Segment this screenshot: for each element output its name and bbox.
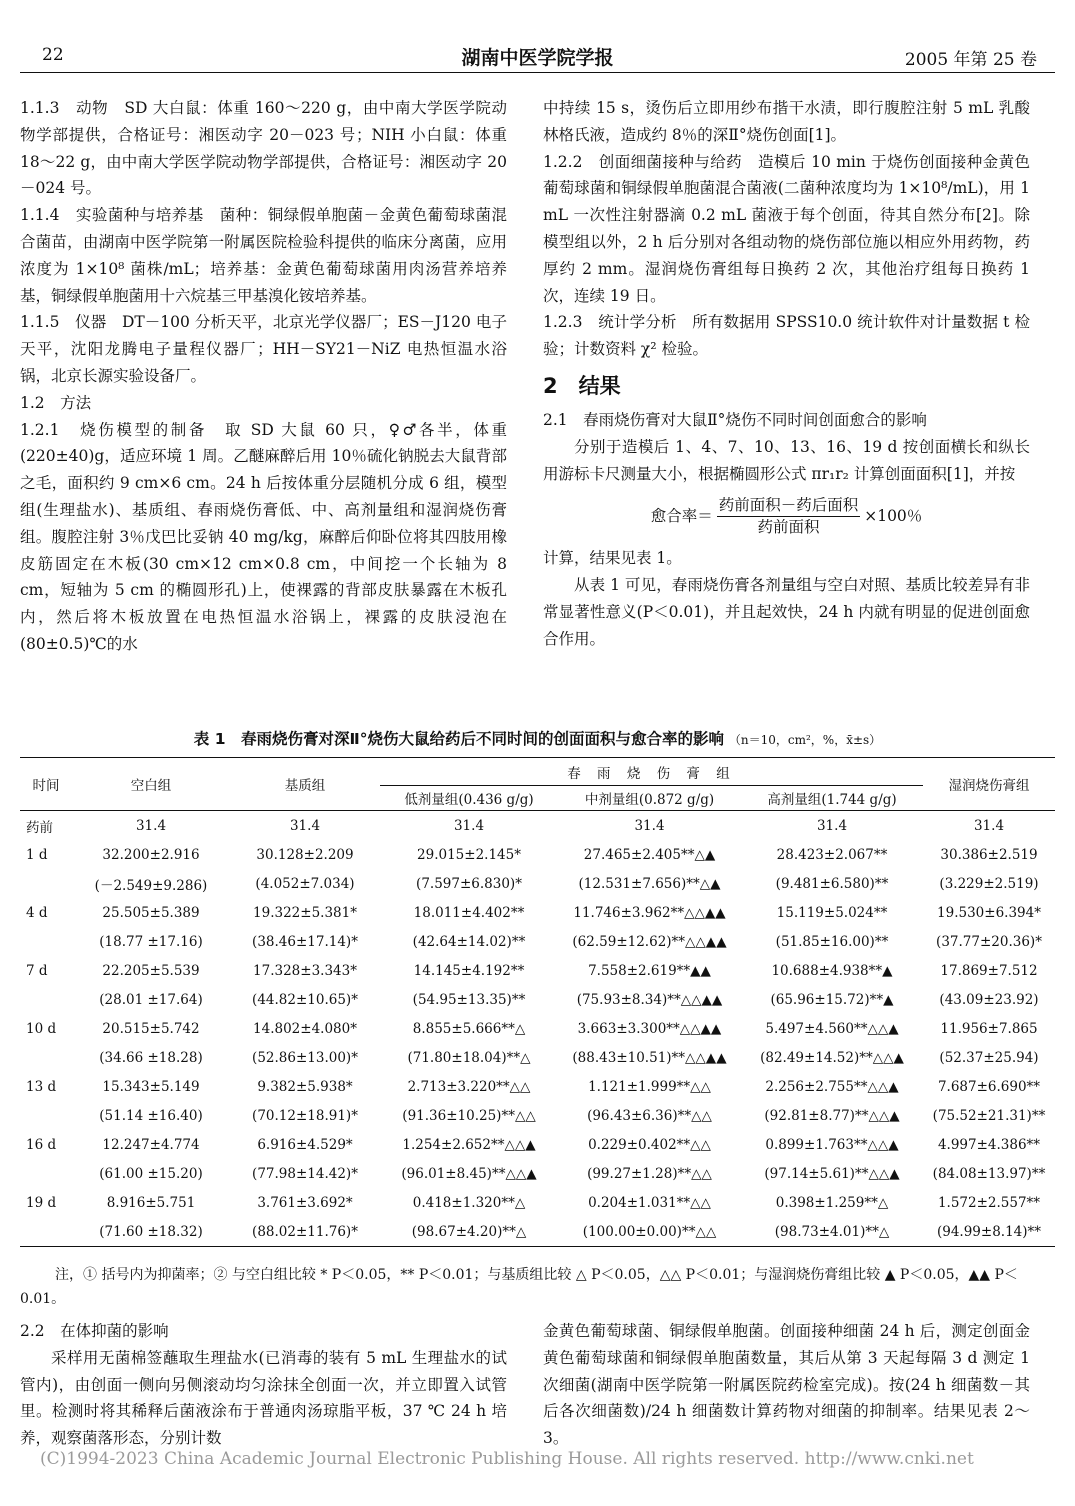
table-cell: (51.85±16.00)** (775, 933, 889, 950)
row-time-cell (20, 1159, 72, 1188)
table-cell: 19.530±6.394* (937, 904, 1041, 921)
row-time-cell (20, 1101, 72, 1130)
row-time-cell: 4 d (26, 904, 48, 921)
table-cell: 0.418±1.320**△ (412, 1194, 526, 1211)
table-cell: 3.663±3.300**△△▲▲ (577, 1020, 722, 1037)
table-cell: 1.254±2.652**△△▲ (402, 1136, 536, 1153)
table-row (20, 1101, 1055, 1130)
para-inoculation: 1.2.2 创面细菌接种与给药 造模后 10 min 于烧伤创面接种金黄色葡萄球菌和铜绿假单胞菌混合菌液(二菌种浓度均为 1×10⁸/mL)，用 1 mL 一次性注射器滴 0.2 mL 菌液于每个创面，待其自然分布[2]。除模型组以外，2 h 后分别对各组动物的烧伤部位施以相应外用药物，药厚约 2 mm。湿润烧伤膏组每日换药 2 次，其他治疗组每日换药 1 次，连续 19 日。 (543, 152, 1030, 305)
table-row (20, 985, 1055, 1014)
table-cell: 14.145±4.192** (413, 962, 525, 979)
para-calc: 计算，结果见表 1。 (543, 549, 682, 568)
table-cell: 8.855±5.666**△ (412, 1020, 526, 1037)
table-cell: (88.02±11.76)* (230, 1217, 380, 1247)
table-cell: 11.956±7.865 (940, 1020, 1038, 1037)
col-header-blank: 空白组 (130, 778, 172, 794)
table-cell: (42.64±14.02)** (412, 933, 526, 950)
table-cell: 31.4 (634, 817, 665, 834)
table-cell: (71.80±18.04)**△ (407, 1049, 531, 1066)
subheading-2-2: 2.2 在体抑菌的影响 (20, 1322, 169, 1340)
table-row (20, 1014, 1055, 1043)
page-header (20, 41, 1055, 69)
table-cell: (100.00±0.00)**△△ (558, 1217, 741, 1247)
right-column (543, 95, 1030, 653)
col-header-low: 低剂量组(0.436 g/g) (404, 792, 534, 808)
table-cell: 6.916±4.529* (257, 1136, 353, 1153)
table-cell: (97.14±5.61)**△△▲ (764, 1165, 900, 1182)
para-bacteria-count: 金黄色葡萄球菌、铜绿假单胞菌。创面接种细菌 24 h 后，测定创面金黄色葡萄球菌和铜绿假单胞菌数量，其后从第 3 天起每隔 3 d 测定 1 次细菌(湖南中医学院第一附属医院药检室完成)。按(24 h 细菌数－其后各次细菌数)/24 h 细菌数计算药物对细菌的抑制率。结果见表 2～3。 (543, 1322, 1030, 1448)
row-time-cell: 1 d (26, 846, 48, 863)
table-cell: (92.81±8.77)**△△▲ (764, 1107, 900, 1124)
row-time-cell: 7 d (26, 962, 48, 979)
table-cell: (52.86±13.00)* (252, 1049, 358, 1066)
page-number: 22 (42, 45, 64, 65)
table-cell: 11.746±3.962**△△▲▲ (573, 904, 726, 921)
table-cell: (98.67±4.20)**△ (380, 1217, 558, 1247)
para-conclusion: 从表 1 可见，春雨烧伤膏各剂量组与空白对照、基质比较差异有非常显著性意义(P＜0.01)，并且起效快，24 h 内就有明显的促进创面愈合作用。 (543, 576, 1030, 648)
table-cell: 12.247±4.774 (102, 1136, 200, 1153)
table-cell: (61.00 ±15.20) (99, 1165, 203, 1182)
journal-title: 湖南中医学院学报 (461, 47, 614, 69)
para-strains: 1.1.4 实验菌种与培养基 菌种：铜绿假单胞菌－金黄色葡萄球菌混合菌苗，由湖南中医学院第一附属医院检验科提供的临床分离菌，应用浓度为 1×10⁸ 菌株/mL；培养基：金黄色葡萄球菌用肉汤营养培养基，铜绿假单胞菌用十六烷基三甲基溴化铵培养基。 (20, 206, 507, 305)
table-cell: (70.12±18.91)* (252, 1107, 358, 1124)
table-cell: (9.481±6.580)** (775, 875, 889, 892)
row-time-cell: 10 d (26, 1020, 57, 1037)
table-cell: (75.93±8.34)**△△▲▲ (576, 991, 723, 1008)
table-cell: 15.119±5.024** (776, 904, 888, 921)
table-cell: 30.128±2.209 (256, 846, 354, 863)
row-time-cell (20, 927, 72, 956)
col-header-high: 高剂量组(1.744 g/g) (767, 792, 897, 808)
table-cell: (44.82±10.65)* (252, 991, 358, 1008)
para-animals: 1.1.3 动物 SD 大白鼠：体重 160～220 g，由中南大学医学院动物学部提供，合格证号：湘医动字 20－023 号；NIH 小白鼠：体重 18～22 g，由中南大学医学院动物学部提供，合格证号：湘医动字 20－024 号。 (20, 99, 507, 198)
table-cell: 1.572±2.557** (937, 1194, 1041, 1211)
table-cell: 31.4 (453, 817, 485, 834)
para-statistics: 1.2.3 统计学分析 所有数据用 SPSS10.0 统计软件对计量数据 t 检验；计数资料 χ² 检验。 (543, 313, 1030, 359)
table-cell: (98.73±4.01)**△ (741, 1217, 923, 1247)
table-cell: 0.899±1.763**△△▲ (765, 1136, 899, 1153)
table-cell: 1.121±1.999**△△ (588, 1078, 711, 1095)
table-body (20, 811, 1055, 1247)
col-header-mid: 中剂量组(0.872 g/g) (584, 792, 715, 808)
table-row (20, 898, 1055, 927)
header-rule (20, 72, 1055, 73)
para-burn-model: 1.2.1 烧伤模型的制备 取 SD 大鼠 60 只，♀♂各半，体重(220±40)g，适应环境 1 周。乙醚麻醉后用 10％硫化钠脱去大鼠背部之毛，面积约 9 cm×6 cm。24 h 后按体重分层随机分成 6 组，模型组(生理盐水)、基质组、春雨烧伤膏低、中、高剂量组和湿润烧伤膏组。腹腔注射 3％戊巴比妥钠 40 mg/kg，麻醉后仰卧位将其四肢用橡皮筋固定在木板(30 cm×12 cm×0.8 cm，中间挖一个长轴为 8 cm，短轴为 5 cm 的椭圆形孔)上，使裸露的背部皮肤暴露在木板孔内，然后将木板放置在电热恒温水浴锅上，裸露的皮肤浸泡在(80±0.5)℃的水 (20, 420, 507, 653)
table-cell: (51.14 ±16.40) (99, 1107, 203, 1124)
table-cell: (75.52±21.31)** (932, 1107, 1046, 1124)
results-table (20, 757, 1055, 1247)
table-cell: 5.497±4.560**△△▲ (765, 1020, 899, 1037)
table-cell: (54.95±13.35)** (412, 991, 526, 1008)
table-cell: (94.99±8.14)** (923, 1217, 1055, 1247)
table-cell: 25.505±5.389 (102, 904, 200, 921)
table-row (20, 811, 1055, 841)
table-cell: (4.052±7.034) (255, 875, 355, 892)
table-cell: (65.96±15.72)**▲ (770, 991, 894, 1008)
table-cell: (28.01 ±17.64) (99, 991, 203, 1008)
row-time-cell: 药前 (26, 819, 53, 836)
table-cell: 8.916±5.751 (106, 1194, 196, 1211)
table-cell: (96.43±6.36)**△△ (587, 1107, 712, 1124)
para-measurement: 分别于造模后 1、4、7、10、13、16、19 d 按创面横长和纵长用游标卡尺测量大小，根据椭圆形公式 πr₁r₂ 计算创面面积[1]，并按 (543, 437, 1030, 483)
table-cell: 27.465±2.405**△▲ (583, 846, 716, 863)
table-cell: 15.343±5.149 (102, 1078, 200, 1095)
row-time-cell (20, 1217, 72, 1247)
table-cell: (52.37±25.94) (939, 1049, 1039, 1066)
bottom-left-column (20, 1318, 507, 1452)
table-cell: (71.60 ±18.32) (72, 1217, 230, 1247)
table-cell: 0.398±1.259**△ (775, 1194, 889, 1211)
row-time-cell (20, 1043, 72, 1072)
table-row (20, 1217, 1055, 1247)
table-cell: 3.761±3.692* (257, 1194, 353, 1211)
table-row (20, 956, 1055, 985)
table-cell: (82.49±14.52)**△△▲ (760, 1049, 904, 1066)
table-row (20, 1072, 1055, 1101)
table-row (20, 1159, 1055, 1188)
table-cell: 17.328±3.343* (253, 962, 357, 979)
table-row (20, 869, 1055, 898)
table-cell: 18.011±4.402** (413, 904, 525, 921)
col-header-group: 春 雨 烧 伤 膏 组 (380, 758, 923, 786)
table-cell: (84.08±13.97)** (932, 1165, 1046, 1182)
table-cell: (7.597±6.830)* (416, 875, 522, 892)
table-cell: 10.688±4.938**▲ (771, 962, 893, 979)
table-row (20, 1130, 1055, 1159)
subheading-methods: 1.2 方法 (20, 393, 92, 412)
table-cell: 22.205±5.539 (102, 962, 200, 979)
table-cell: 9.382±5.938* (257, 1078, 353, 1095)
left-column (20, 95, 507, 658)
table-cell: (62.59±12.62)**△△▲▲ (572, 933, 727, 950)
table-caption-unit: （n＝10，cm²，%，x̄±s） (728, 733, 882, 747)
table-cell: 4.997±4.386** (937, 1136, 1041, 1153)
table-cell: 17.869±7.512 (940, 962, 1038, 979)
table-cell: (43.09±23.92) (939, 991, 1039, 1008)
table-cell: 14.802±4.080* (253, 1020, 357, 1037)
table-cell: 31.4 (816, 817, 848, 834)
bottom-right-column (543, 1318, 1030, 1452)
table-caption-title: 表 1 春雨烧伤膏对深Ⅱ°烧伤大鼠给药后不同时间的创面面积与愈合率的影响 (193, 730, 724, 748)
para-sampling: 采样用无菌棉签蘸取生理盐水(已消毒的装有 5 mL 生理盐水的试管内)，由创面一侧向另侧滚动均匀涂抹全创面一次，并立即置入试管里。检测时将其稀释后菌液涂布于普通肉汤琼脂平板，37 ℃ 24 h 培养，观察菌落形态，分别计数 (20, 1348, 507, 1448)
table-cell: 2.713±3.220**△△ (407, 1078, 531, 1095)
table-cell: 20.515±5.742 (102, 1020, 200, 1037)
formula-denominator: 药前面积 (757, 517, 820, 536)
formula-fraction (717, 495, 861, 538)
table-cell: 7.558±2.619**▲▲ (588, 962, 711, 979)
table-cell: 28.423±2.067** (776, 846, 888, 863)
table-cell: (34.66 ±18.28) (99, 1049, 203, 1066)
table-row (20, 1188, 1055, 1217)
table-cell: 2.256±2.755**△△▲ (765, 1078, 899, 1095)
table-cell: 31.4 (135, 817, 167, 834)
table-cell: 19.322±5.381* (253, 904, 357, 921)
row-time-cell (20, 869, 72, 898)
table-cell: 0.204±1.031**△△ (588, 1194, 711, 1211)
subheading-2-1: 2.1 春雨烧伤膏对大鼠Ⅱ°烧伤不同时间创面愈合的影响 (543, 410, 927, 429)
table-cell: 29.015±2.145* (417, 846, 521, 863)
row-time-cell (20, 985, 72, 1014)
table-cell: 31.4 (973, 817, 1005, 834)
table-cell: (91.36±10.25)**△△ (402, 1107, 536, 1124)
table-cell: 7.687±6.690** (937, 1078, 1041, 1095)
table-cell: 31.4 (289, 817, 321, 834)
table-cell: (3.229±2.519) (939, 875, 1039, 892)
table-cell: 30.386±2.519 (940, 846, 1038, 863)
formula-numerator: 药前面积－药后面积 (717, 495, 861, 517)
table-cell: (－2.549±9.286) (94, 877, 208, 894)
table-cell: (37.77±20.36)* (936, 933, 1042, 950)
table-cell: (18.77 ±17.16) (99, 933, 203, 950)
para-instruments: 1.1.5 仪器 DT－100 分析天平，北京光学仪器厂；ES－J120 电子天平，沈阳龙腾电子量程仪器厂；HH－SY21－NiZ 电热恒温水浴锅，北京长源实验设备厂。 (20, 313, 507, 385)
para-burn-model-cont: 中持续 15 s，烫伤后立即用纱布揩干水渍，即行腹腔注射 5 mL 乳酸林格氏液，造成约 8％的深Ⅱ°烧伤创面[1]。 (543, 99, 1030, 144)
row-time-cell: 19 d (26, 1194, 57, 1211)
table-row (20, 1043, 1055, 1072)
col-header-base: 基质组 (284, 778, 326, 794)
table-cell: (12.531±7.656)**△▲ (578, 875, 721, 892)
healing-rate-formula (543, 491, 1030, 541)
table-cell: (38.46±17.14)* (252, 933, 358, 950)
row-time-cell: 13 d (26, 1078, 57, 1095)
table-cell: 32.200±2.916 (102, 846, 200, 863)
col-header-time: 时间 (32, 778, 60, 794)
formula-lhs: 愈合率＝ (650, 506, 713, 525)
table-cell: 0.229±0.402**△△ (588, 1136, 711, 1153)
table-caption (20, 727, 1055, 749)
formula-rhs: ×100％ (864, 506, 923, 525)
journal-issue: 2005 年第 25 卷 (904, 50, 1037, 70)
table-cell: (88.43±10.51)**△△▲▲ (572, 1049, 727, 1066)
table-row (20, 840, 1055, 869)
row-time-cell: 16 d (26, 1136, 57, 1153)
table-cell: (99.27±1.28)**△△ (587, 1165, 712, 1182)
table-cell: (77.98±14.42)* (252, 1165, 358, 1182)
col-header-moist: 湿润烧伤膏组 (948, 778, 1030, 794)
table-row (20, 927, 1055, 956)
copyright-footer: (C)1994-2023 China Academic Journal Electronic Publishing House. All rights reserved. http://www.cnki.net (40, 1449, 974, 1469)
section-heading-results: 2 结果 (543, 373, 621, 398)
table-note: 注，① 括号内为抑菌率；② 与空白组比较 * P＜0.05，** P＜0.01；与基质组比较 △ P＜0.05，△△ P＜0.01；与湿润烧伤膏组比较 ▲ P＜0.05，▲▲ P＜0.01。 (20, 1267, 1018, 1307)
table-cell: (96.01±8.45)**△△▲ (401, 1165, 537, 1182)
